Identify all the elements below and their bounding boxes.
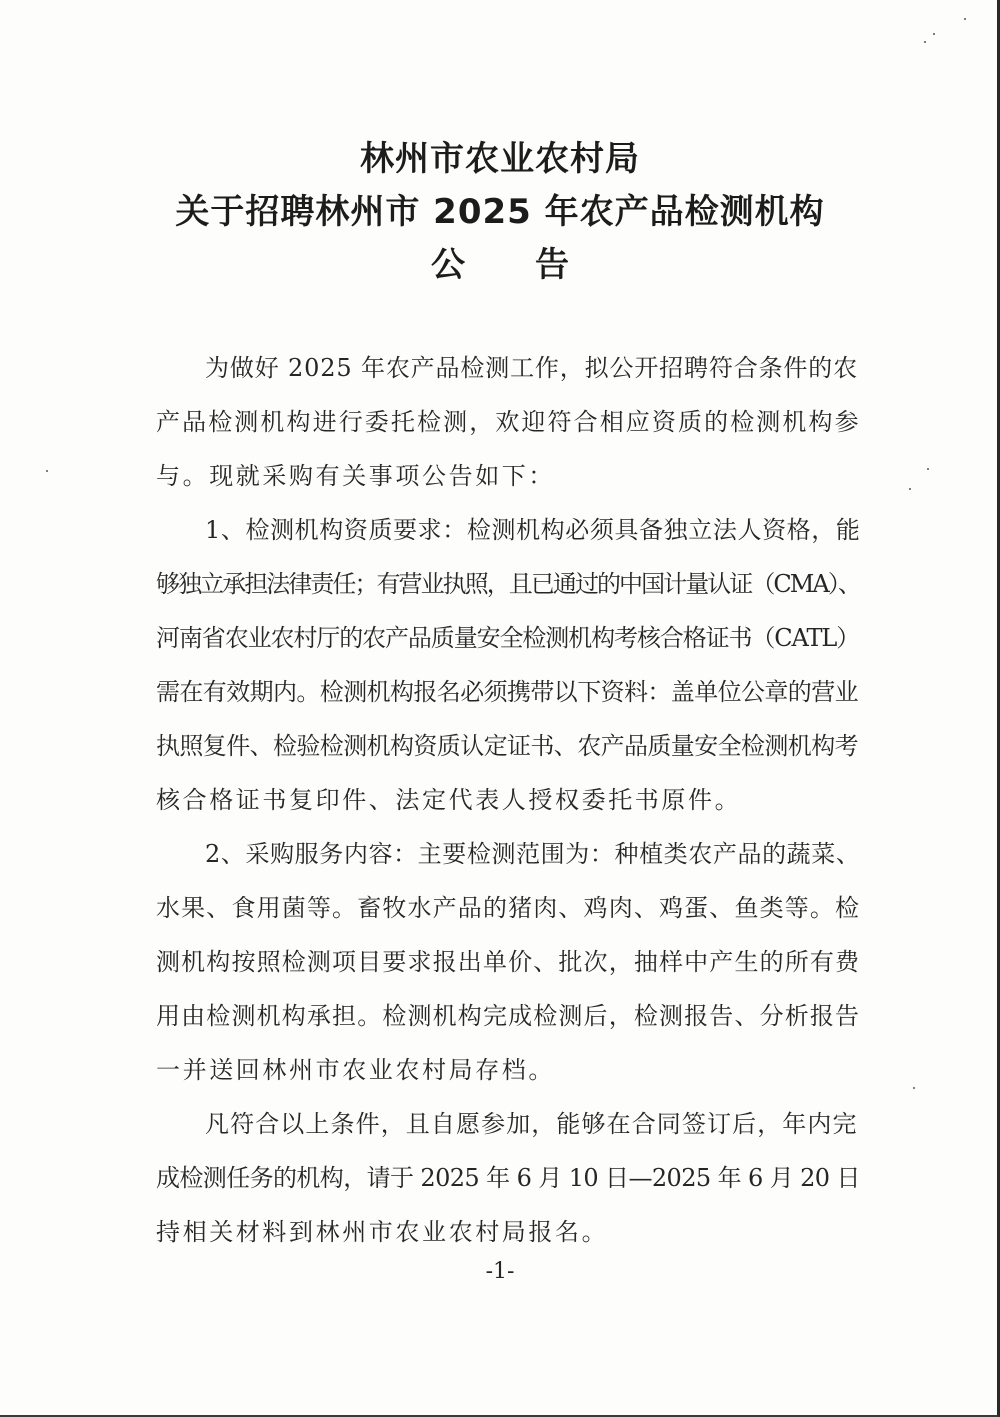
title-notice xyxy=(0,237,1000,286)
title-notice-char-2: 告 xyxy=(535,245,569,285)
paragraph-qualification-line-1: 1、检测机构资质要求：检测机构必须具备独立法人资格，能 xyxy=(205,516,861,544)
paragraph-qualification-line-2: 够独立承担法律责任；有营业执照，且已通过的中国计量认证（CMA）、 xyxy=(156,570,860,598)
scan-speck xyxy=(933,33,935,35)
paragraph-registration-line-3: 持相关材料到林州市农业农村局报名。 xyxy=(156,1218,609,1246)
scan-speck xyxy=(46,470,48,472)
paragraph-service-line-2: 水果、食用菌等。畜牧水产品的猪肉、鸡肉、鸡蛋、鱼类等。检 xyxy=(156,894,861,922)
scan-speck xyxy=(964,18,966,20)
paragraph-service-line-5: 一并送回林州市农业农村局存档。 xyxy=(156,1056,555,1084)
paragraph-intro-line-2: 产品检测机构进行委托检测，欢迎符合相应资质的检测机构参 xyxy=(156,408,861,436)
paragraph-qualification-line-6: 核合格证书复印件、法定代表人授权委托书原件。 xyxy=(156,786,742,814)
title-notice-char-1: 公 xyxy=(431,245,465,285)
scan-speck xyxy=(909,488,911,490)
paragraph-qualification-line-3: 河南省农业农村厅的农产品质量安全检测机构考核合格证书（CATL） xyxy=(156,624,860,652)
paragraph-registration-line-2: 成检测任务的机构，请于 2025 年 6 月 10 日—2025 年 6 月 20 日 xyxy=(156,1164,860,1192)
page-number: -1- xyxy=(485,1259,515,1284)
paragraph-service-line-1: 2、采购服务内容：主要检测范围为：种植类农产品的蔬菜、 xyxy=(205,840,861,868)
paragraph-service-line-4: 用由检测机构承担。检测机构完成检测后，检测报告、分析报告 xyxy=(156,1002,861,1030)
paragraph-qualification-line-5: 执照复件、检验检测机构资质认定证书、农产品质量安全检测机构考 xyxy=(156,732,858,760)
paragraph-intro-line-1: 为做好 2025 年农产品检测工作，拟公开招聘符合条件的农 xyxy=(205,354,858,382)
title-issuer: 林州市农业农村局 xyxy=(360,139,640,179)
title-subject: 关于招聘林州市 2025 年农产品检测机构 xyxy=(175,192,825,232)
scan-speck xyxy=(927,468,929,470)
paragraph-qualification-line-4: 需在有效期内。检测机构报名必须携带以下资料：盖单位公章的营业 xyxy=(156,678,858,706)
scan-speck xyxy=(924,41,926,43)
paragraph-registration-line-1: 凡符合以上条件，且自愿参加，能够在合同签订后，年内完 xyxy=(205,1110,858,1138)
scan-speck xyxy=(913,1087,915,1089)
paragraph-service-line-3: 测机构按照检测项目要求报出单价、批次，抽样中产生的所有费 xyxy=(156,948,861,976)
paragraph-intro-line-3: 与。现就采购有关事项公告如下： xyxy=(156,462,555,490)
